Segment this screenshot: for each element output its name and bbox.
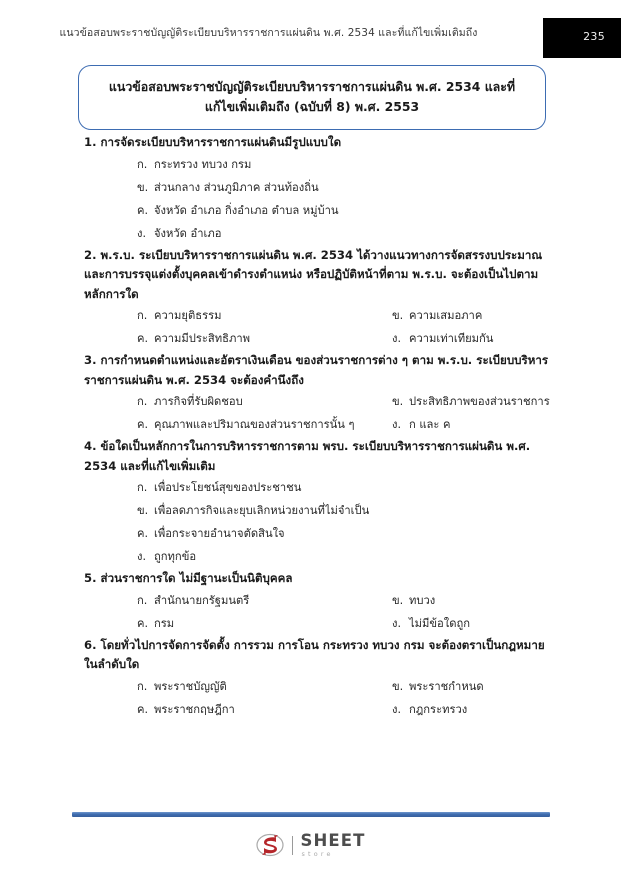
option-item[interactable] [392, 589, 554, 612]
option-label: ง. [137, 226, 147, 240]
option-text: ก และ ค [409, 418, 451, 431]
option-label: ค. [137, 702, 149, 716]
question-text: 4. ข้อใดเป็นหลักการในการบริหารราชการตาม พรบ. ระเบียบบริหารราชการแผ่นดิน พ.ศ. 2534 และที่แก้ไขเพิ่มเติม [84, 439, 531, 473]
option-item[interactable] [84, 612, 392, 635]
logo-secondary-text: store [301, 850, 334, 859]
option-text: กระทรวง ทบวง กรม [154, 157, 252, 171]
option-label: ข. [392, 679, 404, 693]
option-item[interactable] [84, 499, 554, 522]
option-item[interactable] [84, 589, 392, 612]
option-item[interactable] [392, 304, 554, 327]
question-block [84, 133, 554, 245]
option-label: ง. [392, 616, 402, 630]
option-item[interactable] [392, 390, 554, 413]
option-text: จังหวัด อำเภอ กิ่งอำเภอ ตำบล หมู่บ้าน [154, 203, 339, 217]
option-text: พระราชกำหนด [409, 679, 484, 693]
option-text: ส่วนกลาง ส่วนภูมิภาค ส่วนท้องถิ่น [154, 180, 319, 194]
option-label: ก. [137, 481, 148, 494]
option-label: ค. [137, 203, 149, 217]
option-label: ข. [137, 504, 149, 517]
option-item[interactable] [84, 153, 554, 176]
option-text: กรม [154, 616, 175, 630]
logo-wordmark [300, 830, 366, 859]
option-item[interactable] [84, 413, 392, 436]
page-number-box [543, 18, 621, 58]
option-text: ความยุติธรรม [154, 309, 222, 322]
question-block [84, 569, 554, 635]
option-text: ภารกิจที่รับผิดชอบ [154, 395, 243, 408]
option-list [84, 304, 554, 350]
option-text: ถูกทุกข้อ [154, 550, 197, 563]
option-item[interactable] [84, 222, 554, 245]
option-text: สำนักนายกรัฐมนตรี [154, 593, 250, 607]
option-text: กฎกระทรวง [409, 702, 468, 716]
option-label: ค. [137, 616, 149, 630]
option-label: ค. [137, 418, 149, 431]
option-label: ก. [137, 679, 148, 693]
option-text: ทบวง [409, 593, 436, 607]
option-label: ข. [392, 593, 404, 607]
page-number: 235 [583, 30, 605, 43]
option-text: ประสิทธิภาพของส่วนราชการ [409, 395, 550, 408]
option-list [84, 675, 554, 721]
option-item[interactable] [84, 675, 392, 698]
option-label: ค. [137, 332, 149, 345]
question-text: 6. โดยทั่วไปการจัดการจัดตั้ง การรวม การโอน กระทรวง ทบวง กรม จะต้องตราเป็นกฎหมายในลำดับใด [84, 637, 545, 671]
logo-divider [292, 836, 293, 855]
option-text: จังหวัด อำเภอ [154, 226, 222, 240]
option-label: ค. [137, 527, 149, 540]
option-text: ไม่มีข้อใดถูก [409, 616, 471, 630]
question-text: 5. ส่วนราชการใด ไม่มีฐานะเป็นนิติบุคคล [84, 571, 293, 585]
option-text: คุณภาพและปริมาณของส่วนราชการนั้น ๆ [154, 418, 355, 431]
question-text: 2. พ.ร.บ. ระเบียบบริหารราชการแผ่นดิน พ.ศ. 2534 ได้วางแนวทางการจัดสรรงบประมาณและการบรรจุแต่งตั้งบุคคลเข้าดำรงตำแหน่ง หรือปฏิบัติหน้าที่ตาม พ.ร.บ. จะต้องเป็นไปตามหลักการใด [84, 247, 543, 301]
option-text: ความเท่าเทียมกัน [409, 332, 494, 345]
option-label: ก. [137, 309, 148, 322]
option-item[interactable] [84, 522, 554, 545]
option-label: ข. [392, 309, 404, 322]
option-label: ง. [392, 702, 402, 716]
question-block [84, 351, 554, 436]
option-list [84, 476, 554, 568]
option-item[interactable] [84, 698, 392, 721]
option-item[interactable] [392, 698, 554, 721]
option-label: ก. [137, 395, 148, 408]
option-label: ง. [137, 550, 147, 563]
option-text: เพื่อประโยชน์สุขของประชาชน [154, 481, 302, 494]
document-title: แนวข้อสอบพระราชบัญญัติระเบียบบริหารราชการแผ่นดิน พ.ศ. 2534 และที่แก้ไขเพิ่มเติมถึง (ฉบับที่ 8) พ.ศ. 2553 [108, 79, 516, 114]
option-text: เพื่อกระจายอำนาจตัดสินใจ [154, 527, 285, 540]
footer-divider [72, 812, 550, 817]
option-text: พระราชบัญญัติ [154, 679, 227, 693]
option-item[interactable] [84, 390, 392, 413]
option-item[interactable] [392, 413, 554, 436]
questions-container [84, 133, 554, 722]
option-label: ง. [392, 332, 402, 345]
page-header [0, 18, 621, 58]
page-footer [0, 798, 621, 878]
option-label: ก. [137, 593, 148, 607]
sheet-store-logo [0, 832, 621, 858]
question-text: 3. การกำหนดตำแหน่งและอัตราเงินเดือน ของส่วนราชการต่าง ๆ ตาม พ.ร.บ. ระเบียบบริหารราชการแผ่นดิน พ.ศ. 2534 จะต้องคำนึงถึง [84, 353, 549, 387]
option-text: ความมีประสิทธิภาพ [154, 332, 250, 345]
question-block [84, 437, 554, 568]
running-header-title: แนวข้อสอบพระราชบัญญัติระเบียบบริหารราชการแผ่นดิน พ.ศ. 2534 และที่แก้ไขเพิ่มเติมถึง [59, 27, 478, 39]
logo-primary-text: SHEET [300, 830, 366, 850]
option-item[interactable] [84, 476, 554, 499]
option-item[interactable] [84, 304, 392, 327]
option-label: ก. [137, 157, 148, 171]
document-title-box [78, 65, 546, 130]
option-item[interactable] [84, 545, 554, 568]
option-item[interactable] [392, 675, 554, 698]
option-text: พระราชกฤษฎีกา [154, 702, 235, 716]
option-item[interactable] [84, 327, 392, 350]
option-list [84, 153, 554, 245]
question-block [84, 246, 554, 351]
option-text: เพื่อลดภารกิจและยุบเลิกหน่วยงานที่ไม่จำเป็น [154, 504, 370, 517]
option-label: ง. [392, 418, 402, 431]
option-item[interactable] [84, 176, 554, 199]
option-list [84, 390, 554, 436]
option-label: ข. [392, 395, 404, 408]
option-item[interactable] [392, 612, 554, 635]
option-list [84, 589, 554, 635]
option-label: ข. [137, 180, 149, 194]
option-text: ความเสมอภาค [409, 309, 483, 322]
option-item[interactable] [84, 199, 554, 222]
sheet-logo-icon [256, 832, 284, 858]
question-text: 1. การจัดระเบียบบริหารราชการแผ่นดินมีรูปแบบใด [84, 135, 342, 149]
option-item[interactable] [392, 327, 554, 350]
question-block [84, 636, 554, 721]
